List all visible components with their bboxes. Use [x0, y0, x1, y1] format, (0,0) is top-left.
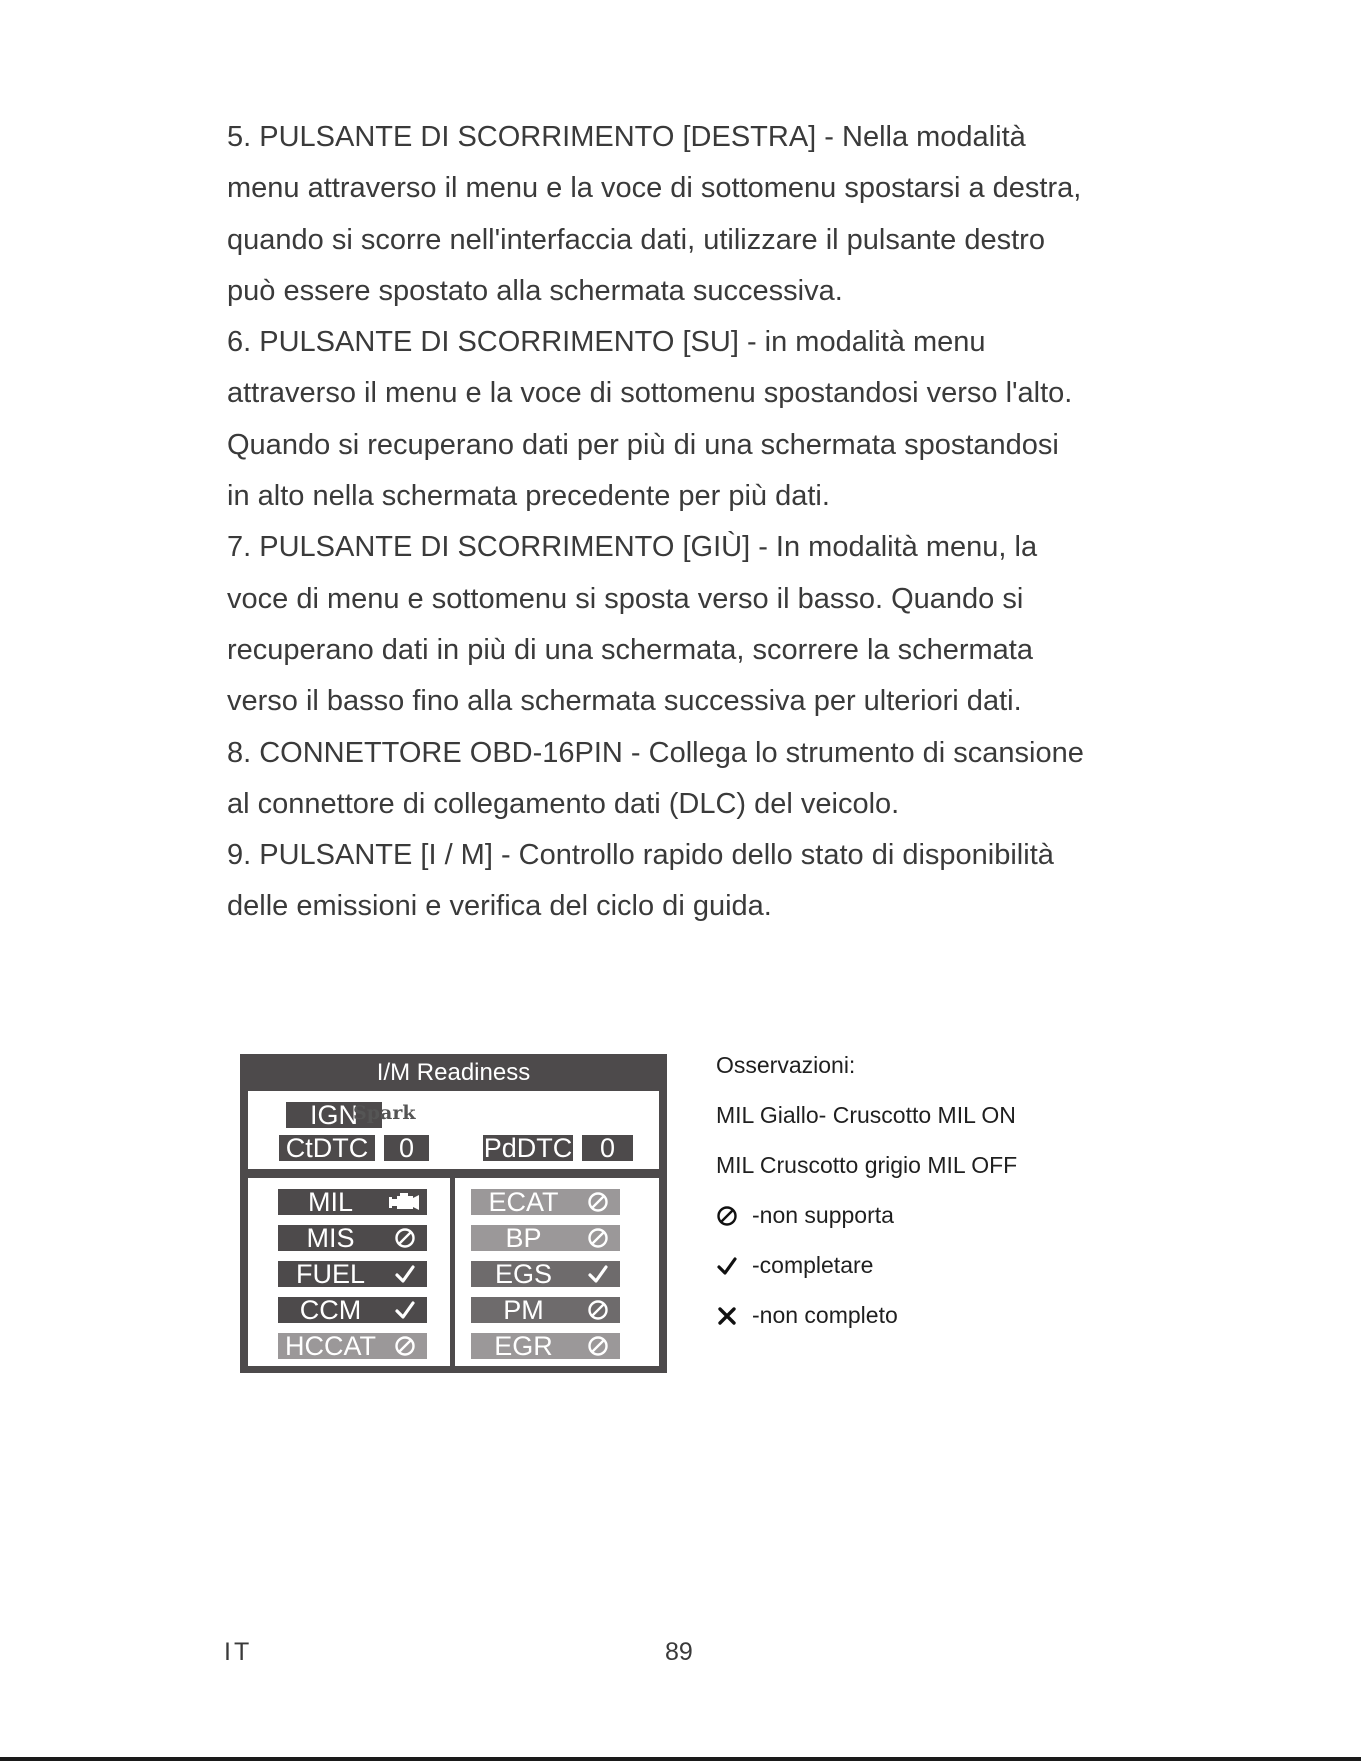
text-line: delle emissioni e verifica del ciclo di guida. [227, 890, 772, 923]
monitor-label: MIL [307, 1186, 353, 1217]
text-line: al connettore di collegamento dati (DLC) del veicolo. [227, 787, 900, 820]
monitor-row-egr [471, 1330, 620, 1361]
left-monitor-panel [248, 1178, 450, 1366]
legend-complete [716, 1252, 873, 1279]
not-supported-icon [716, 1205, 752, 1227]
text-line: 9. PULSANTE [I / M] - Controllo rapido dello stato di disponibilità [227, 839, 1054, 872]
text-line: può essere spostato alla schermata successiva. [227, 274, 843, 307]
not-supported-icon [383, 1227, 427, 1249]
engine-icon [383, 1191, 427, 1213]
not-supported-icon [576, 1299, 620, 1321]
ign-value: Spark [353, 1102, 416, 1124]
monitor-row-fuel [278, 1258, 427, 1289]
monitor-row-mis [278, 1222, 427, 1253]
pddtc-label: PdDTC [483, 1135, 573, 1161]
legend-text: -non completo [752, 1302, 898, 1328]
text-line: verso il basso fino alla schermata successiva per ulteriori dati. [227, 685, 1022, 718]
monitor-label: FUEL [295, 1258, 366, 1289]
monitor-row-ccm [278, 1294, 427, 1325]
monitor-label: EGS [494, 1258, 553, 1289]
not-supported-icon [383, 1335, 427, 1357]
legend-text: -non supporta [752, 1202, 894, 1228]
text-line: in alto nella schermata precedente per più dati. [227, 480, 830, 513]
cross-icon [716, 1305, 752, 1327]
check-icon [383, 1299, 427, 1321]
monitor-label: HCCAT [285, 1330, 376, 1361]
right-monitor-panel [455, 1178, 659, 1366]
monitor-label: PM [503, 1294, 544, 1325]
text-line: quando si scorre nell'interfaccia dati, utilizzare il pulsante destro [227, 223, 1045, 256]
ctdtc-value: 0 [384, 1135, 429, 1161]
notes-line-1: MIL Giallo- Cruscotto MIL ON [716, 1102, 1016, 1128]
text-line: menu attraverso il menu e la voce di sottomenu spostarsi a destra, [227, 172, 1082, 205]
pddtc-value: 0 [582, 1135, 633, 1161]
monitor-label: MIS [306, 1222, 355, 1253]
monitor-row-ecat [471, 1186, 620, 1217]
text-line: attraverso il menu e la voce di sottomenu spostandosi verso l'alto. [227, 377, 1073, 410]
legend-incomplete [716, 1302, 898, 1329]
notes-line-2: MIL Cruscotto grigio MIL OFF [716, 1152, 1018, 1178]
text-line: 5. PULSANTE DI SCORRIMENTO [DESTRA] - Nella modalità [227, 121, 1026, 153]
not-supported-icon [576, 1227, 620, 1249]
legend-text: -completare [752, 1252, 874, 1278]
not-supported-icon [576, 1191, 620, 1213]
monitor-row-pm [471, 1294, 620, 1325]
bottom-rule [0, 1757, 1361, 1761]
monitor-label: CCM [299, 1294, 362, 1325]
monitor-row-hccat [278, 1330, 427, 1361]
text-line: recuperano dati in più di una schermata, scorrere la schermata [227, 633, 1033, 666]
im-readiness-screen [240, 1054, 667, 1373]
lcd-summary-panel [248, 1091, 659, 1169]
monitor-label: EGR [494, 1330, 553, 1361]
ign-label: IGN [286, 1102, 382, 1128]
monitor-label: BP [505, 1222, 542, 1253]
text-line: voce di menu e sottomenu si sposta verso il basso. Quando si [227, 582, 1024, 615]
monitor-label: ECAT [488, 1186, 559, 1217]
notes-heading: Osservazioni: [716, 1052, 856, 1078]
monitor-row-bp [471, 1222, 620, 1253]
instruction-text [227, 112, 1227, 933]
legend-not-supported [716, 1202, 894, 1229]
check-icon [383, 1263, 427, 1285]
footer-language: IT [224, 1638, 253, 1666]
monitor-row-egs [471, 1258, 620, 1289]
text-line: Quando si recuperano dati per più di una schermata spostandosi [227, 428, 1059, 461]
monitor-row-mil [278, 1186, 427, 1217]
ctdtc-label: CtDTC [279, 1135, 375, 1161]
check-icon [716, 1255, 752, 1277]
page-number: 89 [665, 1638, 693, 1666]
text-line: 6. PULSANTE DI SCORRIMENTO [SU] - in modalità menu [227, 326, 986, 359]
text-line: 7. PULSANTE DI SCORRIMENTO [GIÙ] - In modalità menu, la [227, 531, 1038, 564]
lcd-title: I/M Readiness [376, 1059, 531, 1086]
check-icon [576, 1263, 620, 1285]
text-line: 8. CONNETTORE OBD-16PIN - Collega lo strumento di scansione [227, 736, 1084, 769]
not-supported-icon [576, 1335, 620, 1357]
